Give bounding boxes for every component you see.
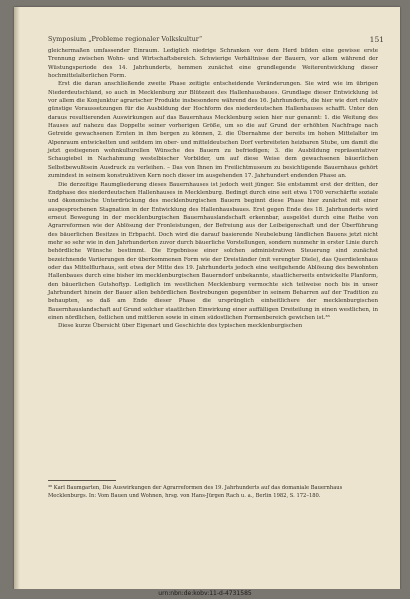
footnote: ³⁶ Karl Baumgarten, Die Auswirkungen der Agrarreformen des 19. Jahrhunderts auf das domaniale Bauernhaus Mecklenburgs. In: Vom Bauen und Wohnen, hrsg. von Hans-Jürgen Rach u. a., Berlin 1982, S. 172–180.	[48, 485, 343, 499]
body-text	[48, 47, 378, 331]
urn-identifier: urn:nbn:de:kobv:11-d-4731585	[158, 590, 252, 597]
paragraph: Erst die daran anschließende zweite Phase zeitigte entscheidende Veränderungen. Sie wird wie im übrigen Niederdeutschland, so auch in Mecklenburg zur Blütezeit des Hallenhausbaues. Grundlage dieser Entwicklung ist vor allem die Konjunktur agrarischer Produkte insbesondere während des 16. Jahrhunderts, die hier wie dort relativ günstige Voraussetzungen für die Ausbildung der Hochform des niederdeutschen Hallenhauses schafft. Unter den daraus resultierenden Auswirkungen auf das Bauernhaus Mecklenburg seien hier nur genannt: 1. die Weitung des Hauses auf nahezu das Doppelte seiner vorherigen Größe, um so die auf Grund der erhöhten Nachfrage nach Getreide gewachsenen Ernten in ihm bergen zu können, 2. die Übernahme der bereits im hohen Mittelalter im Alpenraum entwickelten und seitdem im ober- und mitteldeutschen Dorf verbreiteten heizbaren Stube, um damit die jetzt gestiegenen wohnkulturellen Wünsche des Bauern zu befriedigen; 3. die Ausbildung repräsentativer Schaugiebel in Nachahmung westelbischer Vorbilder, um auf diese Weise dem gewachsenen bäuerlichen Selbstbewußtsein Ausdruck zu verleihen. – Das von Ihnen im Freilichtmuseum zu besichtigende Bauernhaus gehört zumindest in seinem konstruktiven Kern noch dieser im ausgehenden 17. Jahrhundert endenden Phase an.	[48, 81, 378, 180]
page-number: 151	[369, 35, 384, 44]
running-head-title: Symposium „Probleme regionaler Volkskultur“	[48, 35, 203, 43]
paragraph: Diese kurze Übersicht über Eigenart und Geschichte des typischen mecklenburgischen	[58, 323, 303, 330]
paragraph: gleichermaßen umfassender Einraum. Lediglich niedrige Schranken vor dem Herd bilden eine gewisse erste Trennung zwischen Wohn- und Wirtschaftsbereich. Schwierige Verhältnisse der Bauern, vor allem während der Wüstungsperiode des 14. Jahrhunderts, hemmen zunächst eine grundlegende Weiterentwicklung dieser hochmittelalterlichen Form.	[48, 48, 378, 80]
footnote-rule	[48, 480, 116, 481]
book-page	[14, 7, 400, 590]
paragraph: Die derzeitige Raumgliederung dieses Bauernhauses ist jedoch weit jünger. Sie entstammt erst der dritten, der Endphase des niederdeutschen Hallenhauses in Mecklenburg. Bedingt durch eine seit etwa 1700 verschärfte soziale und ökonomische Unterdrückung des mecklenburgischen Bauern beginnt diese Phase hier zunächst mit einer ausgesprochenen Stagnation in der Entwicklung des Hallenhausbaues. Erst gegen Ende des 18. Jahrhunderts wird erneut Bewegung in der mecklenburgischen Bauernhauslandschaft erkennbar, ausgelöst durch eine Reihe von Agrarreformen wie der Ablösung der Fronleistungen, der Befreiung aus der Leibeigenschaft und der Überführung des bäuerlichen Besitzes in Erbpacht. Doch wird die darauf basierende Neubelebung ländlichen Bauens jetzt nicht mehr so sehr wie in den Jahrhunderten zuvor durch bäuerliche Vorstellungen, sondern nunmehr in erster Linie durch behördliche Wünsche bestimmt. Die Ergebnisse einer solchen administrativen Steuerung sind zunächst bezeichnende Variierungen der überkommenen Form wie der Dreiständer (mit verengter Diele), das Querdielenhaus oder das Mittelflurhaus, seit etwa der Mitte des 19. Jahrhunderts jedoch eine weitgehende Ablösung des bewohnten Hallenbaues durch eine bisher im mecklenburgischen Bauerndorf unbekannte, staatlicherseits entwickelte Planform, den bäuerlichen Gutshoftyp. Lediglich im westlichen Mecklenburg vermochte sich teilweise noch bis in unser Jahrhundert hinein der Bauer allen behördlichen Bestrebungen gegenüber in seinem Beharren auf der Tradition zu behaupten, so daß am Ende dieser Phase die ursprünglich einheitlichere der mecklenburgischen Bauernhauslandschaft auf Grund solcher staatlichen Einwirkung einer auffälligen Dreiteilung in einen westlichen, in einen nördlichen, östlichen und mittleren sowie in einen südostlichen Formenbereich gewichen ist.³⁶	[48, 181, 378, 321]
running-head	[48, 35, 384, 47]
